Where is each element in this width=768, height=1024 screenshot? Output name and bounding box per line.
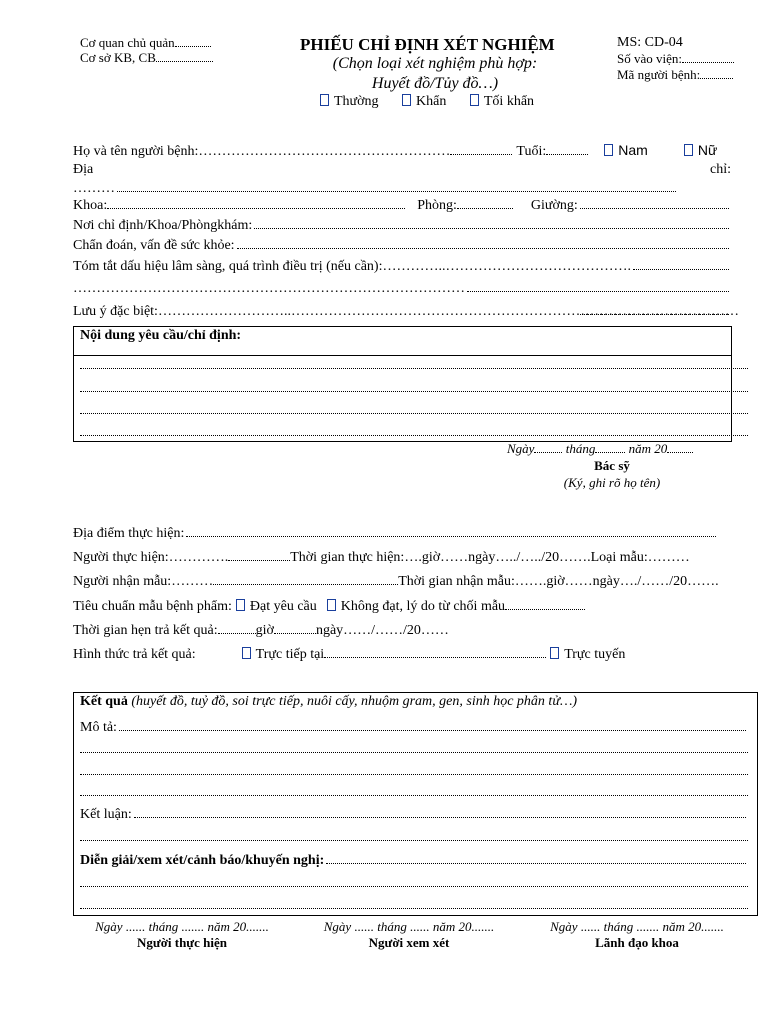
bed-field[interactable] bbox=[580, 197, 729, 209]
summary-label: Tóm tắt dấu hiệu lâm sàng, quá trình điều trị (nếu cần): bbox=[73, 259, 383, 274]
subtitle-line2: Huyết đồ/Tủy đồ…) bbox=[371, 75, 499, 92]
performer-row: Người thực hiện: …………. Thời gian thực hiện: ….giờ……ngày…../…../20……. Loại mẫu: ……… bbox=[73, 550, 690, 565]
signature-head bbox=[532, 919, 742, 951]
reject-reason-field[interactable] bbox=[505, 598, 585, 610]
exec-location-label: Địa điểm thực hiện: bbox=[73, 526, 185, 541]
form-code: MS: CD-04 bbox=[617, 35, 683, 50]
appointment-date[interactable]: ngày……/……/20…… bbox=[315, 623, 449, 638]
patient-name-row: Họ và tên người bệnh: ……………………………………………… Tuổi: Nam Nữ bbox=[73, 142, 718, 159]
request-line-4[interactable] bbox=[80, 424, 748, 436]
conclusion-row bbox=[80, 806, 748, 823]
summary-field-2[interactable] bbox=[467, 280, 729, 292]
patient-name-label: Họ và tên người bệnh: bbox=[73, 144, 199, 159]
signature-date: Ngày ...... tháng ....... năm 20....... bbox=[95, 919, 269, 934]
request-line-3[interactable] bbox=[80, 402, 748, 414]
appointment-label: Thời gian hẹn trả kết quả: bbox=[73, 623, 218, 638]
conclusion-line-2[interactable] bbox=[80, 829, 748, 841]
criteria-ok-option[interactable]: Đạt yêu cầu bbox=[236, 599, 317, 615]
result-heading-row bbox=[80, 694, 577, 710]
org-line bbox=[80, 35, 211, 51]
facility-line bbox=[80, 50, 213, 66]
subtitle-line1: (Chọn loại xét nghiệm phù hợp: bbox=[332, 55, 538, 72]
checkbox-icon[interactable] bbox=[604, 144, 613, 156]
receive-time-label: Thời gian nhận mẫu: bbox=[398, 574, 515, 589]
department-label: Khoa: bbox=[73, 198, 108, 213]
appointment-hour-field[interactable] bbox=[218, 622, 256, 634]
checkbox-icon[interactable] bbox=[402, 94, 411, 106]
age-field[interactable] bbox=[546, 143, 588, 155]
checkbox-icon[interactable] bbox=[470, 94, 479, 106]
return-direct-field[interactable] bbox=[324, 646, 546, 658]
priority-urgent[interactable]: Khẩn bbox=[402, 94, 446, 109]
description-line-3[interactable] bbox=[80, 763, 748, 775]
signature-title: Người xem xét bbox=[368, 935, 450, 950]
priority-normal[interactable]: Thường bbox=[320, 94, 379, 109]
description-label: Mô tả: bbox=[80, 720, 117, 735]
summary-row: Tóm tắt dấu hiệu lâm sàng, quá trình điều trị (nếu cần): …………..…………………………………. bbox=[73, 258, 731, 275]
receiver-field[interactable] bbox=[213, 573, 398, 585]
return-online-option[interactable]: Trực tuyến bbox=[550, 647, 625, 663]
checkbox-icon[interactable] bbox=[684, 144, 693, 156]
summary-row-2: ………………………………………………………………………… bbox=[73, 280, 731, 297]
result-heading-note: (huyết đồ, tuỷ đồ, soi trực tiếp, nuôi cấy, nhuộm gram, gen, sinh học phân tử…) bbox=[131, 694, 578, 709]
description-field[interactable] bbox=[119, 719, 746, 731]
checkbox-icon[interactable] bbox=[236, 599, 245, 611]
receiver-label: Người nhận mẫu: bbox=[73, 574, 172, 589]
org-label: Cơ quan chủ quản bbox=[80, 35, 175, 50]
doctor-title: Bác sỹ bbox=[594, 458, 630, 473]
description-line-4[interactable] bbox=[80, 784, 748, 796]
description-row bbox=[80, 719, 748, 736]
age-label: Tuổi: bbox=[516, 144, 547, 159]
priority-options bbox=[320, 94, 534, 110]
note-row: Lưu ý đặc biệt: ………………………..…………………………………………………………………………………… bbox=[73, 304, 739, 319]
interpretation-line-2[interactable] bbox=[80, 875, 748, 887]
summary-field[interactable] bbox=[633, 258, 729, 270]
ordering-place-label: Nơi chỉ định/Khoa/Phòngkhám: bbox=[73, 218, 253, 233]
note-label: Lưu ý đặc biệt: bbox=[73, 304, 158, 319]
address-field[interactable] bbox=[117, 180, 676, 192]
criteria-row bbox=[73, 598, 731, 615]
signature-reviewer bbox=[304, 919, 514, 951]
signature-title: Lãnh đạo khoa bbox=[595, 935, 679, 950]
request-divider bbox=[73, 355, 732, 356]
priority-emergency[interactable]: Tối khẩn bbox=[470, 94, 534, 109]
signature-date: Ngày ...... tháng ....... năm 20....... bbox=[550, 919, 724, 934]
criteria-fail-option[interactable]: Không đạt, lý do từ chối mẫu bbox=[327, 599, 505, 615]
signature-performer bbox=[77, 919, 287, 951]
exec-location-field[interactable] bbox=[186, 525, 716, 537]
interpretation-field[interactable] bbox=[326, 852, 746, 864]
perform-time-label: Thời gian thực hiện: bbox=[290, 550, 405, 565]
ordering-place-field[interactable] bbox=[254, 217, 729, 229]
facility-label: Cơ sở KB, CB bbox=[80, 50, 156, 65]
diagnosis-field[interactable] bbox=[237, 237, 729, 249]
interpretation-row bbox=[80, 852, 748, 869]
room-label: Phòng: bbox=[417, 198, 457, 213]
request-heading: Nội dung yêu cầu/chỉ định: bbox=[80, 328, 242, 343]
interpretation-label: Diễn giải/xem xét/cảnh báo/khuyến nghị: bbox=[80, 853, 325, 868]
signature-date: Ngày ...... tháng ...... năm 20....... bbox=[323, 919, 495, 934]
criteria-label: Tiêu chuẩn mẫu bệnh phẩm: bbox=[73, 599, 232, 614]
appointment-row: Thời gian hẹn trả kết quả: giờ ngày……/……/20…… bbox=[73, 623, 449, 638]
result-heading: Kết quả bbox=[80, 694, 128, 709]
sample-type-label: Loại mẫu: bbox=[590, 550, 648, 565]
address-label-right: chỉ: bbox=[710, 162, 731, 177]
address-label-left: Địa bbox=[73, 162, 94, 177]
description-line-2[interactable] bbox=[80, 741, 748, 753]
receiver-row: Người nhận mẫu: ……… Thời gian nhận mẫu: …….giờ……ngày…./……/20……. bbox=[73, 574, 719, 589]
appointment-minute-field[interactable] bbox=[274, 622, 316, 634]
location-exec-row bbox=[73, 525, 718, 542]
request-line-2[interactable] bbox=[80, 380, 748, 392]
admission-number: Số vào viện: bbox=[617, 51, 734, 67]
patient-id: Mã người bệnh: bbox=[617, 67, 733, 83]
page-title: PHIẾU CHỈ ĐỊNH XÉT NGHIỆM bbox=[300, 35, 555, 54]
perform-time-value[interactable]: ….giờ……ngày…../…../20……. bbox=[404, 550, 591, 565]
patient-name-field[interactable] bbox=[450, 143, 512, 155]
location-row bbox=[73, 197, 731, 214]
room-field[interactable] bbox=[457, 197, 513, 209]
gender-female[interactable]: Nữ bbox=[684, 142, 717, 158]
return-direct-option[interactable]: Trực tiếp tại bbox=[242, 647, 325, 663]
diagnosis-label: Chẩn đoán, vấn đề sức khỏe: bbox=[73, 238, 235, 253]
department-field[interactable] bbox=[107, 197, 405, 209]
checkbox-icon[interactable] bbox=[327, 599, 336, 611]
doctor-date: Ngày tháng năm 20 bbox=[507, 441, 693, 457]
gender-male[interactable]: Nam bbox=[604, 142, 648, 158]
address-field-row: ……… bbox=[73, 180, 678, 197]
return-method-row bbox=[73, 646, 731, 663]
signature-title: Người thực hiện bbox=[137, 935, 227, 950]
conclusion-label: Kết luận: bbox=[80, 807, 132, 822]
bed-label: Giường: bbox=[530, 198, 578, 213]
receive-time-value[interactable]: …….giờ……ngày…./……/20……. bbox=[514, 574, 719, 589]
checkbox-icon[interactable] bbox=[550, 647, 559, 659]
ordering-place-row bbox=[73, 217, 731, 234]
checkbox-icon[interactable] bbox=[320, 94, 329, 106]
conclusion-field[interactable] bbox=[134, 806, 746, 818]
diagnosis-row bbox=[73, 237, 731, 254]
request-line-1[interactable] bbox=[80, 357, 748, 369]
checkbox-icon[interactable] bbox=[242, 647, 251, 659]
performer-label: Người thực hiện: bbox=[73, 550, 169, 565]
interpretation-line-3[interactable] bbox=[80, 897, 748, 909]
address-row bbox=[73, 162, 731, 178]
return-method-label: Hình thức trả kết quả: bbox=[73, 647, 196, 662]
performer-field[interactable] bbox=[228, 549, 290, 561]
doctor-sign-note: (Ký, ghi rõ họ tên) bbox=[563, 475, 661, 490]
note-field[interactable] bbox=[580, 303, 729, 315]
